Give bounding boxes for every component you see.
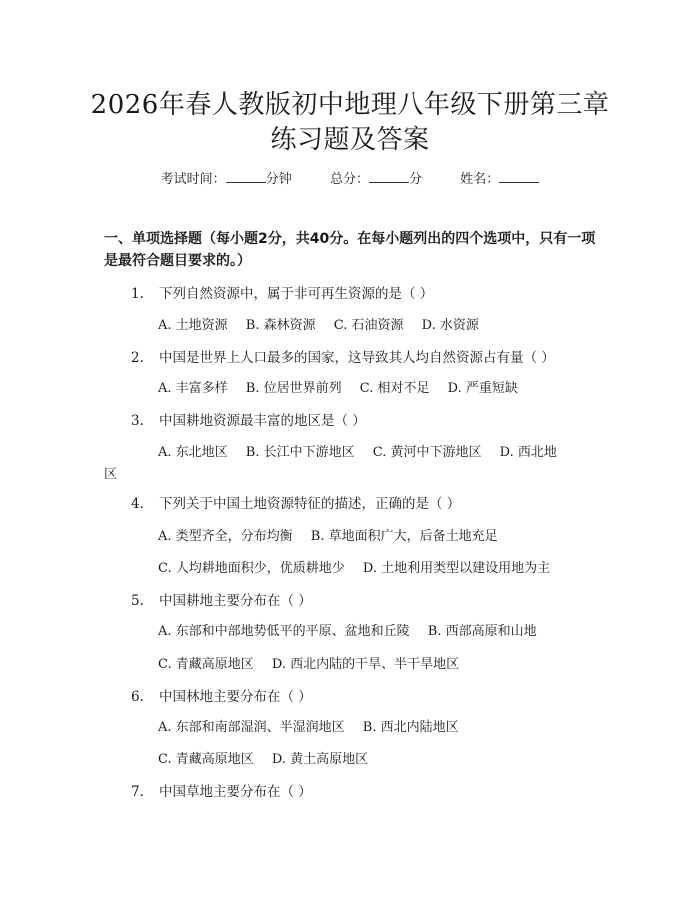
question-5 [131,589,312,609]
option-b: B. 森林资源 [245,318,316,333]
question-6-options-line-1 [158,716,473,735]
option-c: C. 黄河中下游地区 [372,445,482,460]
document-title-line-1: 2026年春人教版初中地理八年级下册第三章 [90,90,610,120]
option-d: D. 土地利用类型以建设用地为主 [362,561,551,576]
exam-time-label: 考试时间： [160,172,226,187]
option-b: B. 位居世界前列 [245,381,342,396]
option-d: D. 西北地 [499,445,557,460]
option-c: C. 石油资源 [333,318,404,333]
option-d: D. 黄土高原地区 [271,752,369,767]
exam-meta-row [0,168,700,187]
option-a: A. 丰富多样 [158,381,228,396]
option-c: C. 青藏高原地区 [158,752,254,767]
question-text: 中国是世界上人口最多的国家，这导致其人均自然资源占有量（ ） [159,350,555,366]
question-3 [131,409,366,429]
option-c: C. 人均耕地面积少，优质耕地少 [158,561,345,576]
question-2-options [158,377,532,396]
total-score-label: 总分： [329,172,369,187]
question-text: 下列关于中国土地资源特征的描述，正确的是（ ） [159,496,461,512]
section-heading-single-choice [104,228,604,272]
document-title-line-2: 练习题及答案 [270,125,430,155]
question-number: 7. [131,784,144,800]
total-score-unit: 分 [409,172,423,187]
student-name-label: 姓名： [460,172,500,187]
option-a: A. 类型齐全，分布均衡 [158,529,293,544]
question-number: 4. [131,496,144,512]
option-a: A. 东部和中部地势低平的平原、盆地和丘陵 [158,624,410,639]
question-6 [131,685,312,705]
option-a: A. 东部和南部湿润、半湿润地区 [158,720,345,735]
question-1 [131,282,433,302]
question-4-options-line-2 [158,557,564,576]
option-a: A. 东北地区 [158,445,228,460]
question-4-options-line-1 [158,525,512,544]
student-name-blank [499,170,539,183]
question-number: 6. [131,689,144,705]
question-5-options-line-2 [158,653,473,672]
question-text: 中国耕地主要分布在（ ） [159,593,312,609]
question-number: 1. [131,286,144,302]
option-d: D. 严重短缺 [447,381,518,396]
option-b: B. 草地面积广大，后备土地充足 [310,529,498,544]
option-a: A. 土地资源 [158,318,228,333]
question-number: 2. [131,350,144,366]
option-c: C. 青藏高原地区 [158,657,254,672]
question-6-options-line-2 [158,748,382,767]
option-b: B. 西北内陆地区 [362,720,459,735]
question-3-option-d-continuation: 区 [104,467,118,482]
question-5-options-line-1 [158,620,551,639]
question-1-options [158,314,493,333]
section-heading-line-1: 一、单项选择题（每小题2分，共40分。在每小题列出的四个选项中，只有一项 [104,231,596,247]
option-d: D. 西北内陆的干旱、半干旱地区 [271,657,460,672]
option-d: D. 水资源 [421,318,479,333]
exam-time-unit: 分钟 [265,172,292,187]
question-2 [131,346,555,366]
question-text: 中国耕地资源最丰富的地区是（ ） [159,413,366,429]
question-number: 5. [131,593,144,609]
exam-time-blank [226,170,266,183]
question-4 [131,492,460,512]
option-b: B. 西部高原和山地 [427,624,537,639]
question-text: 中国林地主要分布在（ ） [159,689,312,705]
question-text: 中国草地主要分布在（ ） [159,784,312,800]
question-7 [131,780,312,800]
option-b: B. 长江中下游地区 [245,445,355,460]
question-number: 3. [131,413,144,429]
section-heading-line-2: 是最符合题目要求的。） [104,253,251,269]
total-score-blank [369,170,409,183]
question-3-options [158,441,571,460]
question-text: 下列自然资源中，属于非可再生资源的是（ ） [159,286,434,302]
option-c: C. 相对不足 [359,381,430,396]
